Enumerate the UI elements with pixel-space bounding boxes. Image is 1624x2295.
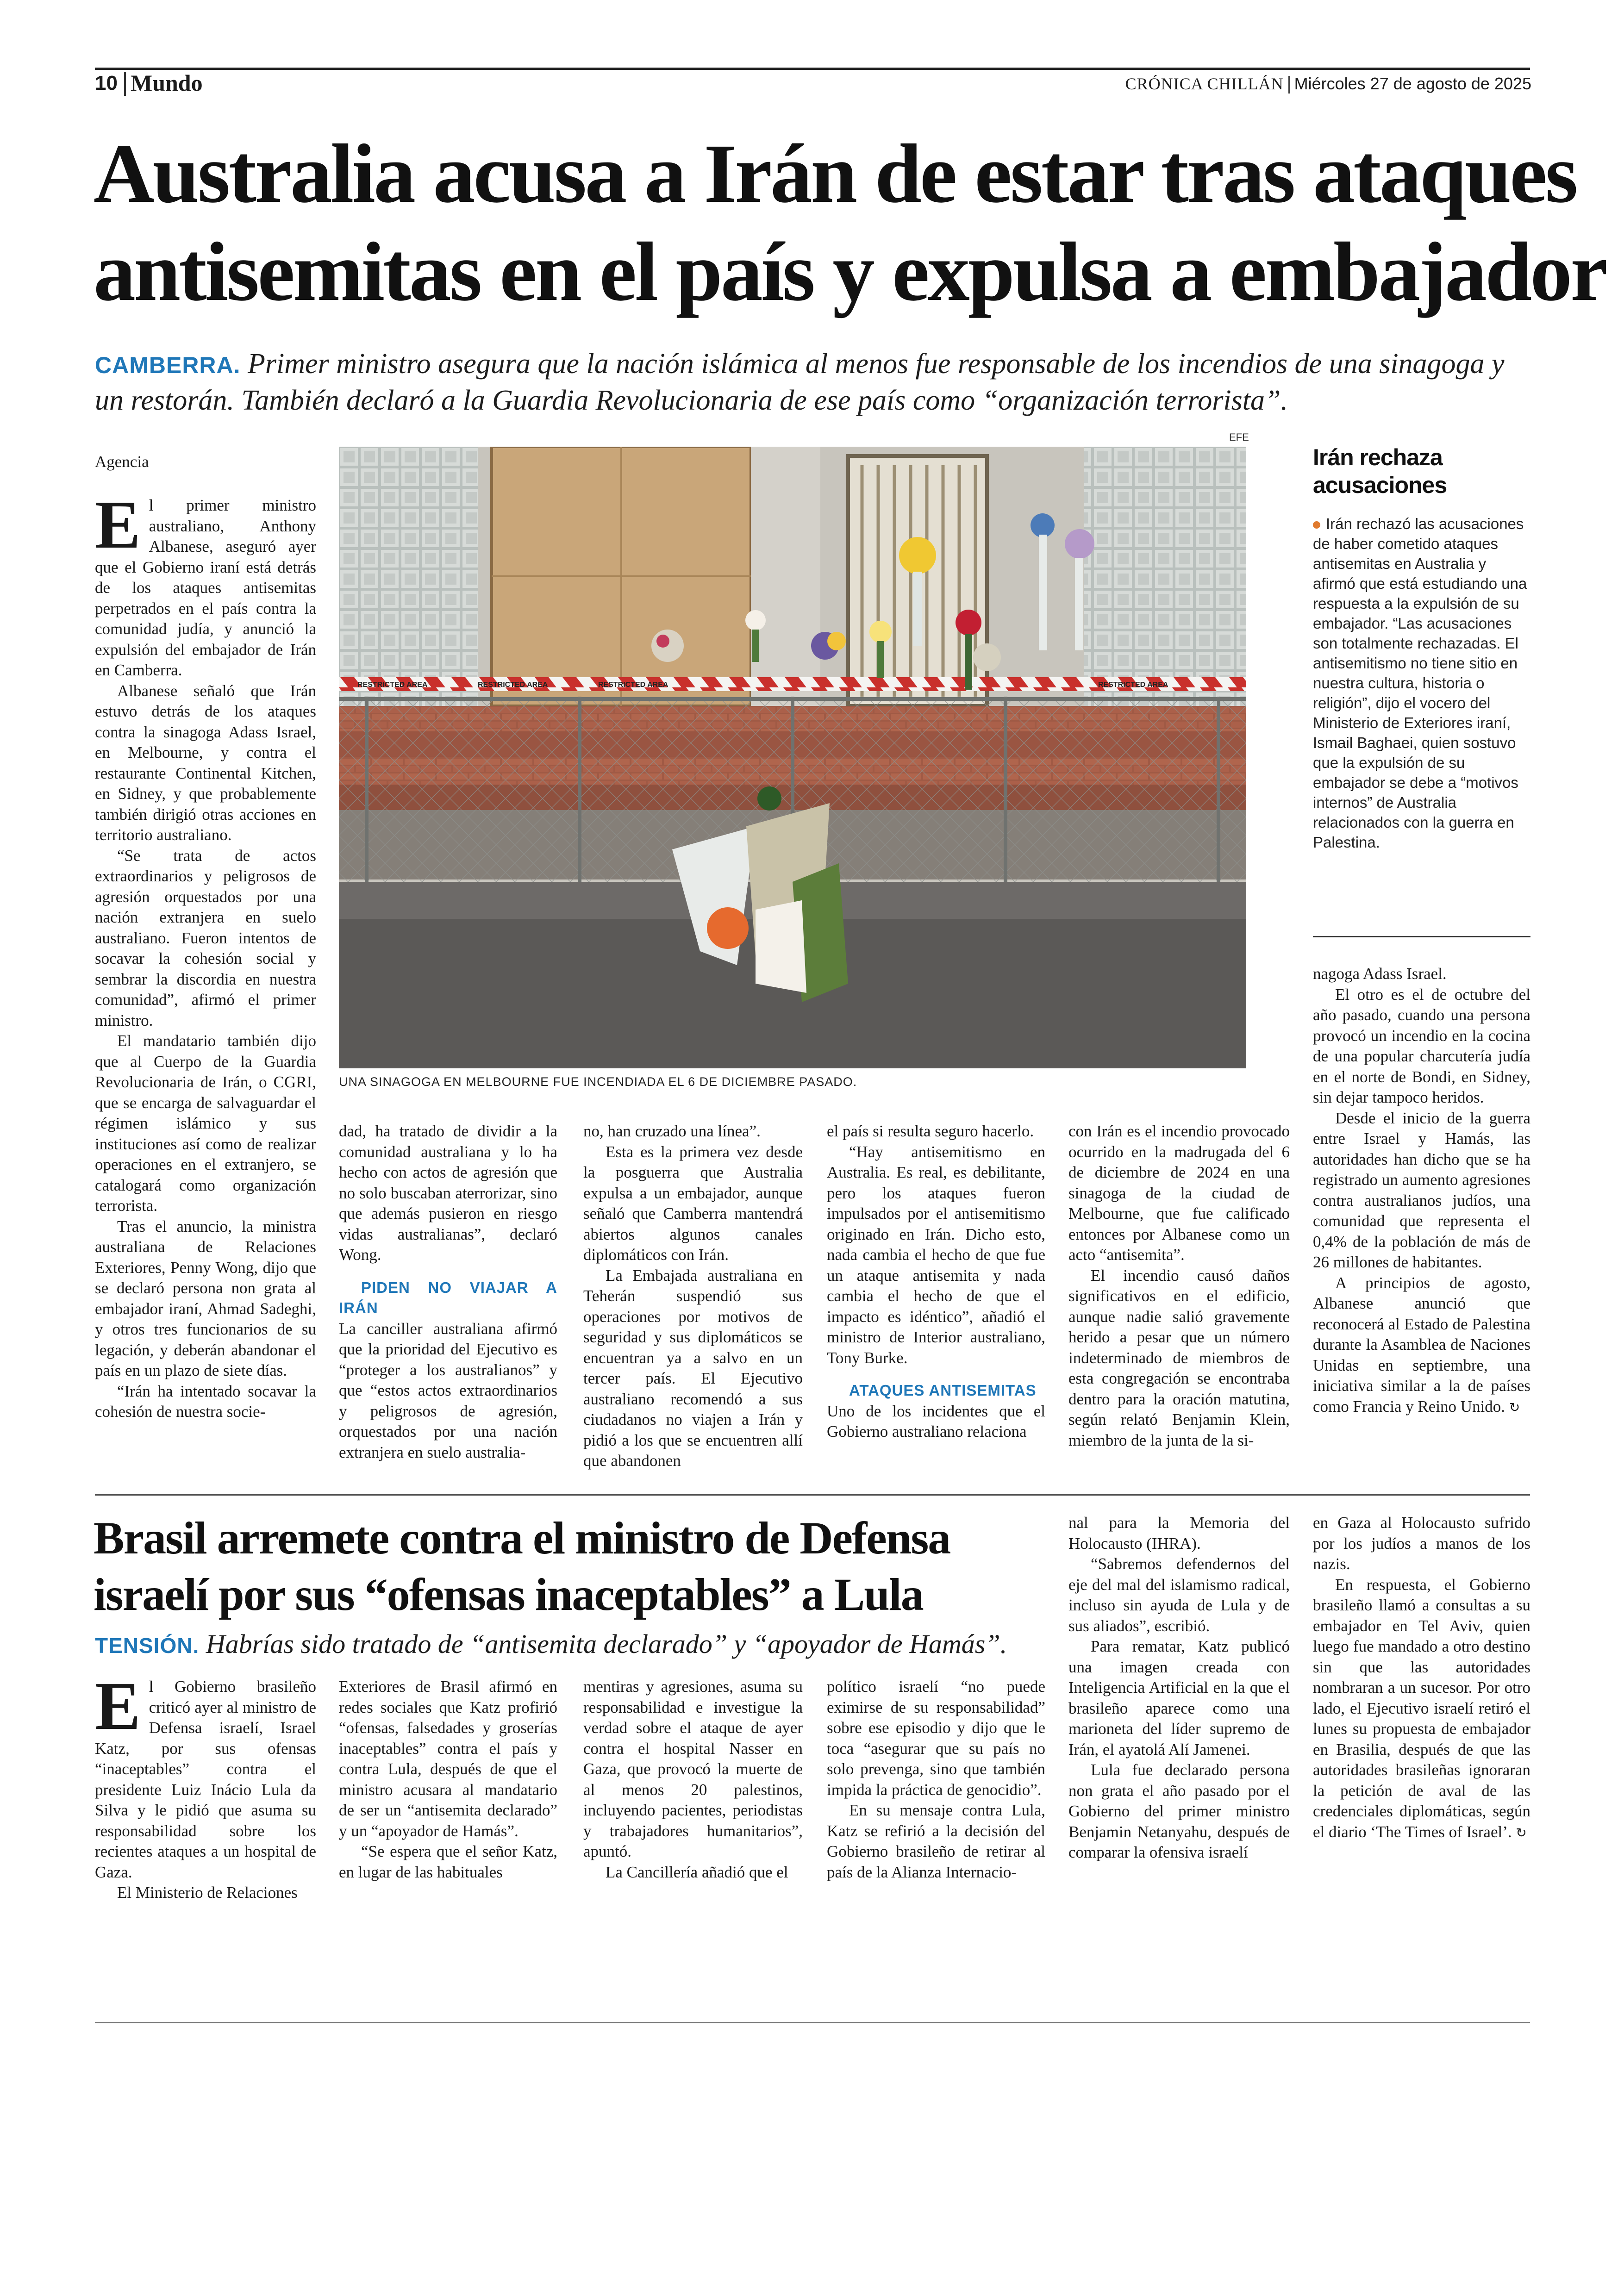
tape-label: RESTRICTED AREA	[357, 681, 428, 689]
article-divider	[95, 1494, 1530, 1496]
article1-column-6: nagoga Adass Israel. El otro es el de octubre del año pasado, cuando una persona provocó un incendio en la cocina de una popular charcutería judía en el norte de Bondi, en Sidney, sin dejar tampoco heridos. Desde el inicio de la guerra entre Israel y Hamás, las autoridades han dicho que se ha registrado un aumento agresiones contra australianos judíos, una comunidad que representa el 0,4% de la población de más de 26 millones de habitantes. A principios de agosto, Albanese anunció que reconocerá al Estado de Palestina durante la Asamblea de Naciones Unidas en septiembre, una iniciativa similar a la de países como Francia y Reino Unido. ↻	[1313, 965, 1530, 1416]
drop-cap-2: E	[95, 1668, 141, 1744]
article1-dek: CAMBERRA. Primer ministro asegura que la nación islámica al menos fue responsable de los incendios de una sinagoga y un restorán. También declaró a la Guardia Revolucionaria de ese país como “organización terrorista”.	[95, 348, 1505, 416]
photo-credit: EFE	[1229, 431, 1249, 443]
article2-kicker: TENSIÓN.	[95, 1634, 200, 1658]
header-separator	[124, 72, 126, 96]
tape-label: RESTRICTED AREA	[598, 681, 668, 689]
end-mark-icon: ↻	[1509, 1399, 1520, 1415]
article1-subhead-2: ATAQUES ANTISEMITAS	[849, 1382, 1037, 1399]
sidebar-text: Irán rechazó las acusaciones de haber cometido ataques antisemitas en Australia y afirmó que está estudiando una respuesta a la expulsión de su embajador. “Las acusaciones son totalmente rechazadas. El antisemitismo no tiene sitio en nuestra cultura, historia o religión”, dijo el vocero del Ministerio de Exteriores iraní, Ismail Baghaei, quien sostuvo que la expulsión de su embajador se debe a “motivos internos” de Australia relacionados con la guerra en Palestina.	[1313, 515, 1527, 851]
drop-cap: E	[95, 487, 141, 563]
article1-kicker: CAMBERRA.	[95, 352, 241, 378]
top-rule	[95, 68, 1530, 70]
article2-column-1: El Gobierno brasileño criticó ayer al ministro de Defensa israelí, Israel Katz, por sus ofensas “inaceptables” contra el presidente Luiz Inácio Lula da Silva y le pidió que asuma su responsabilidad sobre los recientes ataques a un hospital de Gaza. El Ministerio de Relaciones	[95, 1668, 316, 1902]
article1-column-2: dad, ha tratado de dividir a la comunidad australiana y lo ha hecho con actos de agresión que no solo buscaban aterrorizar, sino que además pusieron en riesgo vidas australianas”, declaró Wong. PIDEN NO VIAJAR A IRÁN La canciller australiana afirmó que la prioridad del Ejecutivo es “proteger a los australianos” y que “estos actos extraordinarios y peligrosos de agresión, orquestados por una nación extranjera en suelo australia-	[339, 1122, 557, 1461]
article1-column-5: con Irán es el incendio provocado ocurrido en la madrugada del 6 de diciembre de 2024 en una sinagoga de la ciudad de Melbourne, que fue calificado entonces por Albanese como un acto “antisemita”. El incendio causó daños significativos en el edificio, aunque nadie salió gravemente herido a pesar que un número indeterminado de miembros de esta congregación se encontraba dentro para la oración matutina, según relató Benjamin Klein, miembro de la junta de la si-	[1068, 1122, 1290, 1449]
article2-dek: TENSIÓN. Habrías sido tratado de “antisemita declarado” y “apoyador de Hamás”.	[95, 1629, 1007, 1659]
article2-column-6: en Gaza al Holocausto sufrido por los judíos a manos de los nazis. En respuesta, el Gobierno brasileño llamó a consultas a su embajador en Tel Aviv, quien luego fue mandado a otro destino sin que las autoridades nombraran a un sucesor. Por otro lado, el Ejecutivo israelí retiró el lunes su propuesta de embajador en Brasilia, después de que las autoridades brasileñas ignoraran la petición de aval de las credenciales diplomáticas, según el diario ‘The Times of Israel’. ↻	[1313, 1514, 1530, 1841]
synagogue-photo	[339, 447, 1246, 1068]
article1-column-3: no, han cruzado una línea”. Esta es la primera vez desde la posguerra que Australia expulsa a un embajador, aunque señaló que Camberra mantendrá abiertos algunos canales diplomáticos con Irán. La Embajada australiana en Teherán suspendió sus operaciones por motivos de seguridad y sus diplomáticos se encuentran ya a salvo en un tercer país. El Ejecutivo australiano recomendó a sus ciudadanos no viajen a Irán y pidió a los que se encuentren allí que abandonen	[583, 1122, 803, 1470]
article2-column-5: nal para la Memoria del Holocausto (IHRA). “Sabremos defendernos del eje del mal del islamismo radical, incluso sin ayuda de Lula y de sus aliados”, escribió. Para rematar, Katz publicó una imagen creada con Inteligencia Artificial en la que el brasileño aparece como una marioneta del líder supremo de Irán, el ayatolá Alí Jamenei. Lula fue declarado persona non grata el año pasado por el Gobierno del primer ministro Benjamin Netanyahu, después de comparar la ofensiva israelí	[1068, 1514, 1290, 1861]
article1-headline: Australia acusa a Irán de estar tras ataques antisemitas en el país y expulsa a embajador	[94, 127, 1606, 318]
bottom-rule	[95, 2022, 1530, 2023]
article2-column-2: Exteriores de Brasil afirmó en redes sociales que Katz profirió “ofensas, falsedades y groserías inaceptables” contra el país y contra Lula, después de que el ministro acusara al mandatario de ser un “antisemita declarado” y un “apoyador de Hamás”. “Se espera que el señor Katz, en lugar de las habituales	[339, 1678, 557, 1881]
sidebar-rule	[1313, 936, 1530, 937]
article1-subhead-1: PIDEN NO VIAJAR A IRÁN	[339, 1278, 557, 1316]
article1-column-1: El primer ministro australiano, Anthony Albanese, aseguró ayer que el Gobierno iraní está detrás de los ataques antisemitas perpetrados en el país contra la comunidad judía, y anunció la expulsión del embajador de Irán en Camberra. Albanese señaló que Irán estuvo detrás de los ataques contra la sinagoga Adass Israel, en Melbourne, y contra el restaurante Continental Kitchen, en Sidney, y que probablemente también dirigió otras acciones en territorio australiano. “Se trata de actos extraordinarios y peligrosos de agresión orquestados por una nación extranjera en suelo australiano. Fueron intentos de socavar la cohesión social y sembrar la discordia en nuestra comunidad”, afirmó el primer ministro. El mandatario también dijo que al Cuerpo de la Guardia Revolucionaria de Irán, o CGRI, que se encarga de salvaguardar el régimen islámico y sus instituciones así como de realizar operaciones en el extranjero, se catalogará como organización terrorista. Tras el anuncio, la ministra australiana de Relaciones Exteriores, Penny Wong, dijo que se declaró persona non grata al embajador iraní, Ahmad Sadeghi, y otros tres funcionarios de su legación, y deberán abandonar el país en un plazo de siete días. “Irán ha intentado socavar la cohesión de nuestra socie-	[95, 487, 316, 1421]
article2-column-3: mentiras y agresiones, asuma su responsabilidad e investigue la verdad sobre el ataque de ayer contra el hospital Nasser en Gaza, que provocó la muerte de al menos 20 palestinos, incluyendo pacientes, periodistas y trabajadores humanitarios”, apuntó. La Cancillería añadió que el	[583, 1678, 803, 1881]
publication-info	[1125, 74, 1531, 94]
end-mark-icon: ↻	[1516, 1825, 1527, 1840]
tape-label: RESTRICTED AREA	[478, 681, 548, 689]
byline: Agencia	[95, 453, 149, 471]
page-number: 10	[95, 72, 118, 94]
article2-column-4: político israelí “no puede eximirse de su responsabilidad” sobre ese episodio y dijo que le toca “asegurar que su país no solo prevenga, sino que también impida la práctica de genocidio”. En su mensaje contra Lula, Katz se refirió a la decisión del Gobierno brasileño de retirar al país de la Alianza Internacio-	[827, 1678, 1045, 1881]
photo-caption: UNA SINAGOGA EN MELBOURNE FUE INCENDIADA EL 6 DE DICIEMBRE PASADO.	[339, 1075, 857, 1089]
article1-column-4: el país si resulta seguro hacerlo. “Hay antisemitismo en Australia. Es real, es debilitante, pero los ataques fueron impulsados por el antisemitismo originado en Irán. Dicho esto, nada cambia el hecho de que fue un ataque antisemita y nada cambia el hecho de que el impacto es idéntico”, añadió el ministro de Interior australiano, Tony Burke. ATAQUES ANTISEMITAS Uno de los incidentes que el Gobierno australiano relaciona	[827, 1122, 1045, 1441]
publication-date: Miércoles 27 de agosto de 2025	[1294, 74, 1531, 93]
section-name: Mundo	[131, 70, 203, 96]
tape-label: RESTRICTED AREA	[1098, 681, 1168, 689]
publication-name: CRÓNICA CHILLÁN	[1125, 75, 1284, 93]
article2-headline: Brasil arremete contra el ministro de Defensa israelí por sus “ofensas inaceptables” a Lula	[94, 1512, 950, 1620]
sidebar-title: Irán rechaza acusaciones	[1313, 444, 1447, 498]
bullet-icon	[1313, 521, 1320, 529]
